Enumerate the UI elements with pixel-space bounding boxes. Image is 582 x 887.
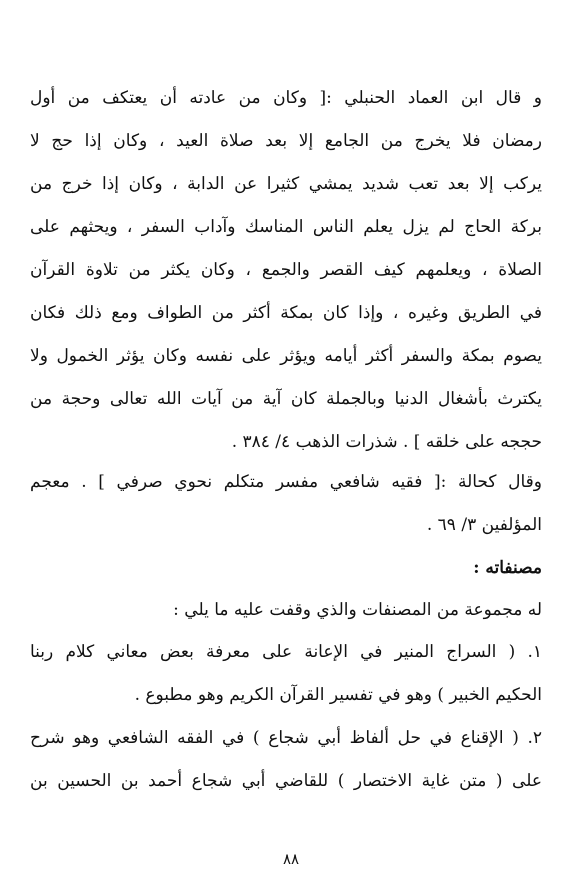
text-line-7: يصوم بمكة والسفر أكثر أيامه ويؤثر على نفسه وكان يؤثر الخمول ولا: [30, 346, 542, 366]
list-item-1-line-1: ١. ( السراج المنير في الإعانة على معرفة بعض معاني كلام ربنا: [30, 642, 542, 662]
list-item-1-line-2: الحكيم الخبير ) وهو في تفسير القرآن الكريم وهو مطبوع .: [134, 685, 542, 705]
text-line-5: الصلاة ، ويعلمهم كيف القصر والجمع ، وكان يكثر من تلاوة القرآن: [30, 260, 542, 280]
text-line-2: رمضان فلا يخرج من الجامع إلا بعد صلاة العيد ، وكان إذا حج لا: [30, 131, 542, 151]
page-number: ٨٨: [282, 850, 300, 868]
text-line-3: يركب إلا بعد تعب شديد يمشي كثيرا عن الدابة ، وكان إذا خرج من: [30, 174, 542, 194]
text-line-12: له مجموعة من المصنفات والذي وقفت عليه ما يلي :: [173, 600, 542, 620]
list-item-2-line-2: على ( متن غاية الاختصار ) للقاضي أبي شجاع أحمد بن الحسين بن: [30, 771, 542, 791]
text-line-6: في الطريق وغيره ، وإذا كان بمكة أكثر من الطواف ومع ذلك فكان: [30, 303, 542, 323]
list-item-2-line-1: ٢. ( الإقناع في حل ألفاظ أبي شجاع ) في الفقه الشافعي وهو شرح: [30, 728, 542, 748]
text-line-8: يكترث بأشغال الدنيا وبالجملة كان آية من آيات الله تعالى وحجة من: [30, 389, 542, 409]
text-line-1: و قال ابن العماد الحنبلي :[ وكان من عادته أن يعتكف من أول: [30, 88, 542, 108]
text-line-9: حججه على خلقه ] . شذرات الذهب ٤/ ٣٨٤ .: [231, 432, 542, 452]
text-line-11: المؤلفين ٣/ ٦٩ .: [426, 515, 542, 535]
text-line-4: بركة الحاج لم يزل يعلم الناس المناسك وآداب السفر ، ويحثهم على: [30, 217, 542, 237]
text-line-10: وقال كحالة :[ فقيه شافعي مفسر متكلم نحوي صرفي ] . معجم: [30, 472, 542, 492]
section-heading: مصنفاته :: [473, 558, 542, 578]
